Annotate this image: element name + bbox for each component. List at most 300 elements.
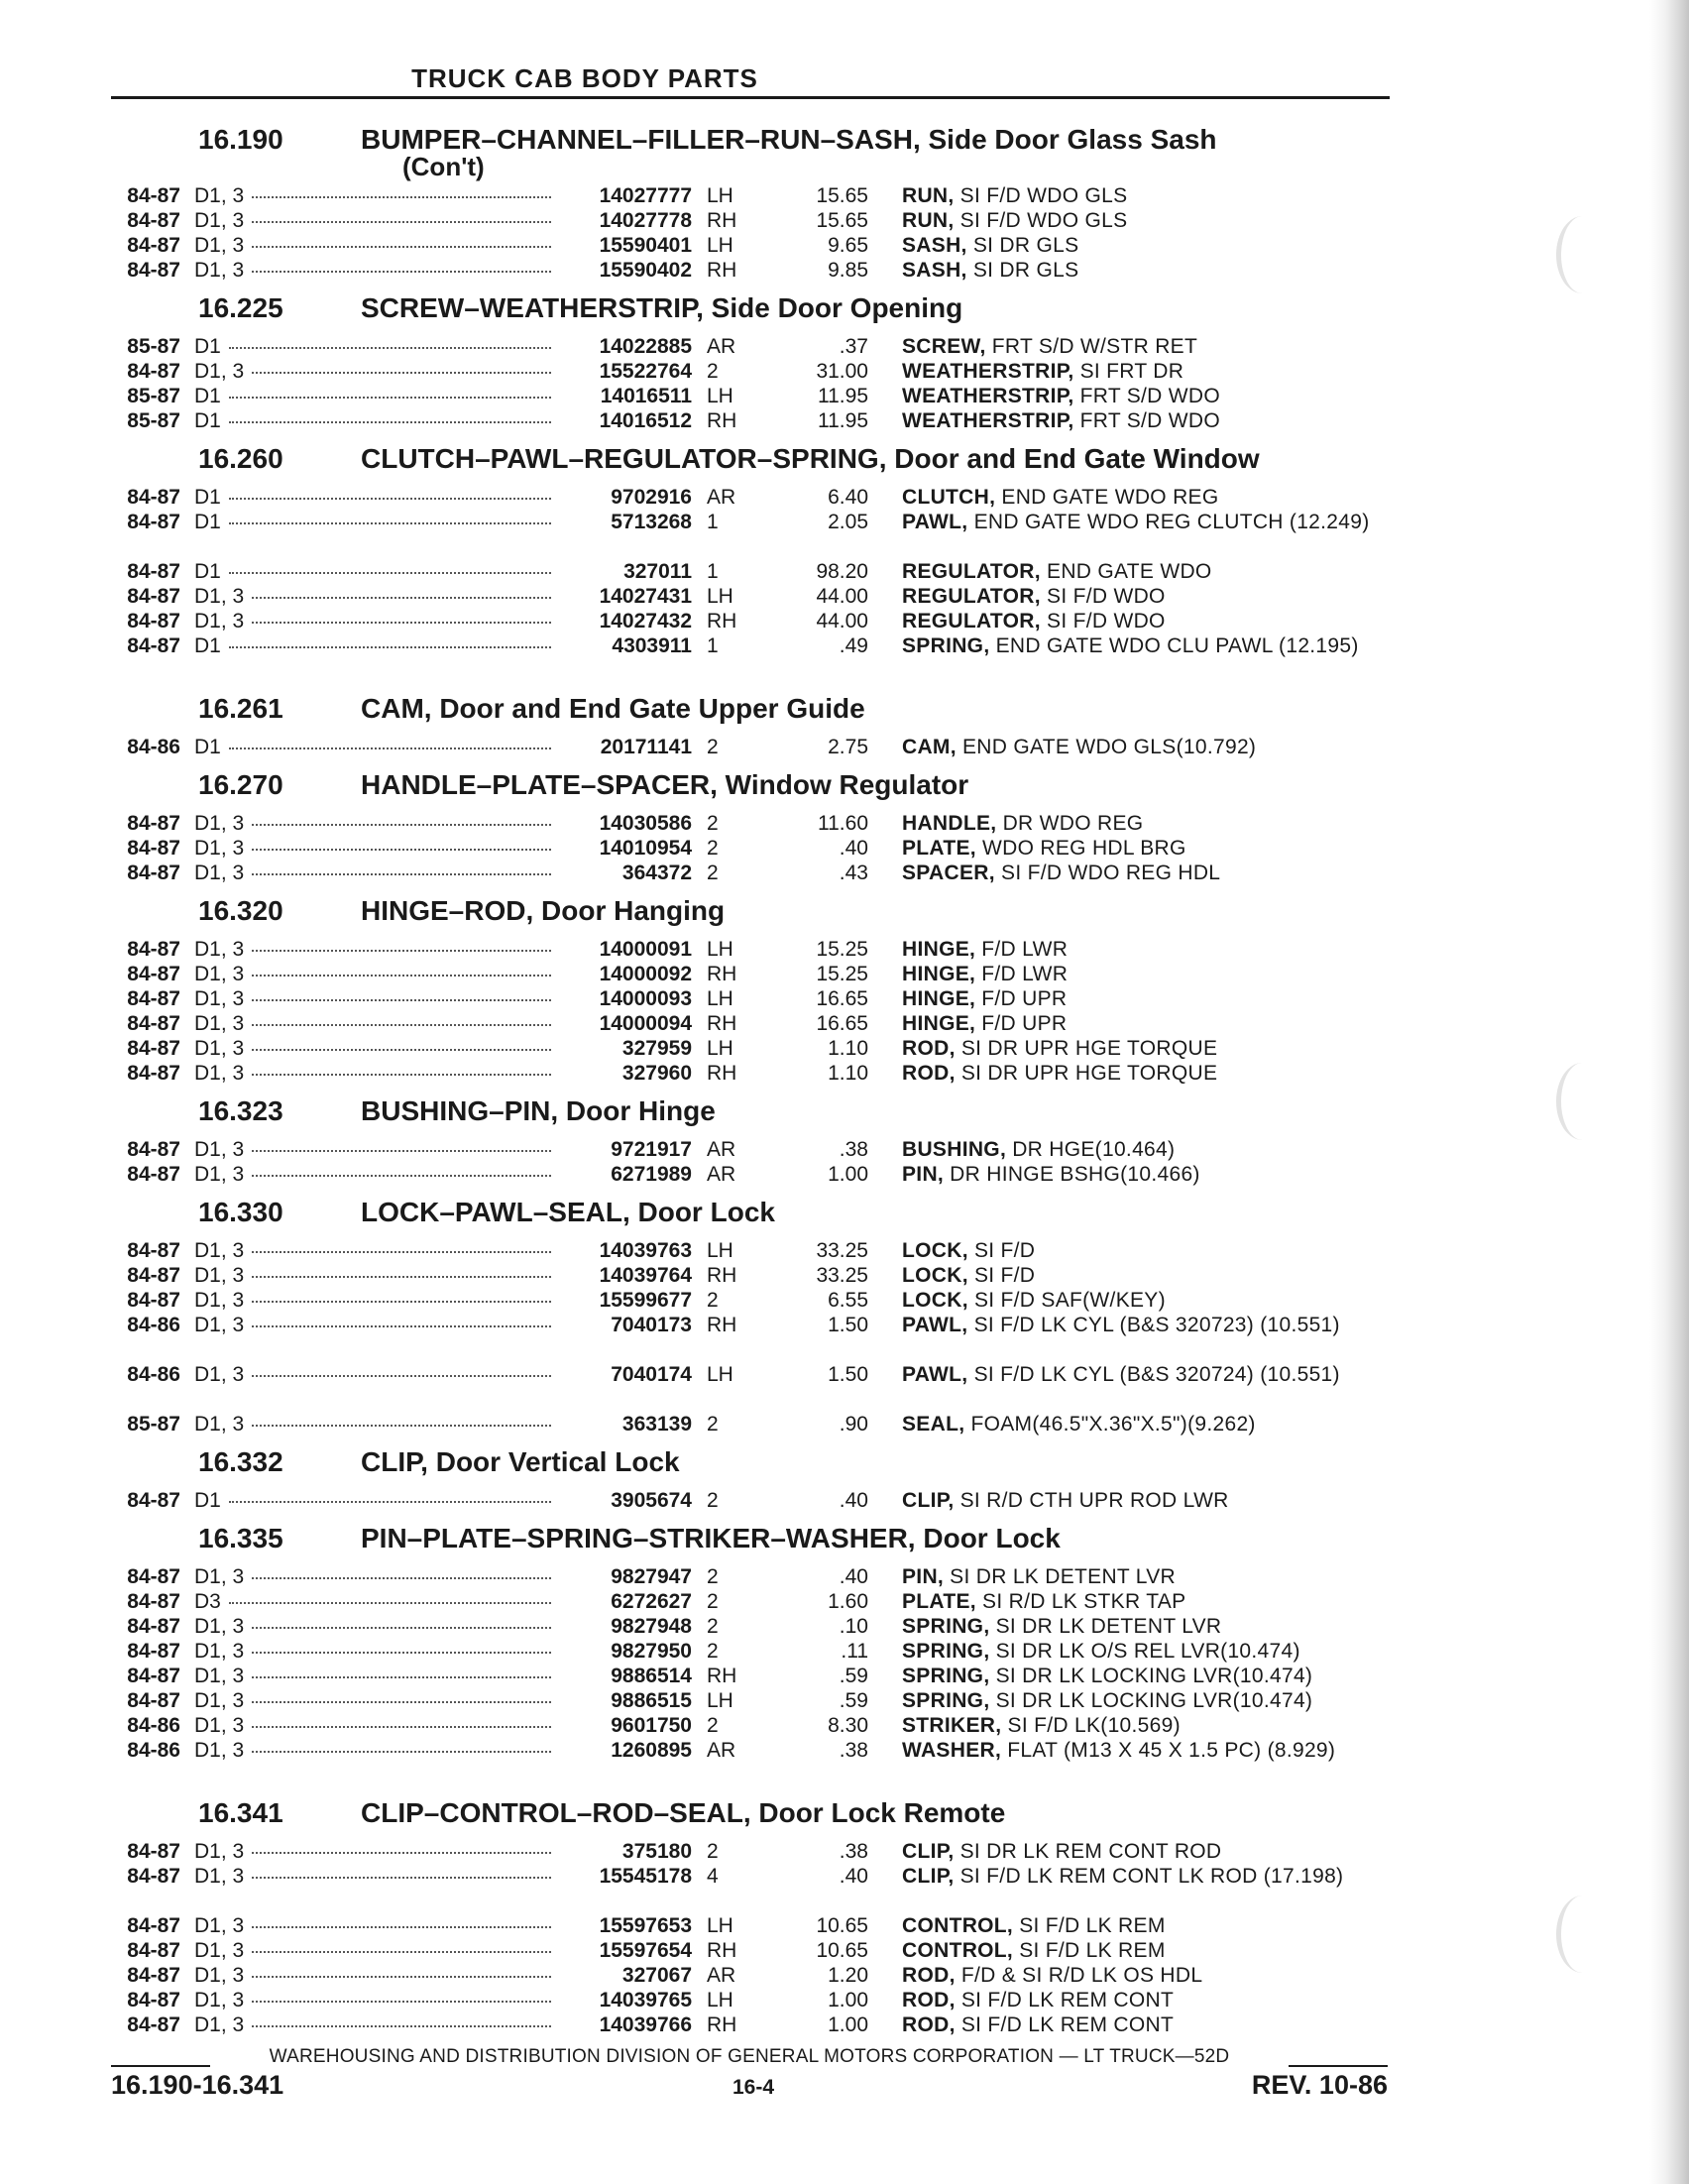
price: .40	[839, 837, 868, 860]
model-code-text: D1, 3	[194, 1865, 245, 1888]
description-text: SI DR LK DETENT LVR	[989, 1615, 1222, 1638]
part-number: 327960	[621, 1062, 692, 1085]
model-code	[194, 735, 551, 759]
parts-list	[0, 114, 1392, 2037]
quantity: LH	[707, 184, 733, 207]
section-header	[0, 120, 1392, 183]
price: 98.20	[816, 560, 868, 583]
part-number: 14027431	[599, 585, 692, 608]
part-number: 15597653	[599, 1914, 692, 1937]
description	[902, 1564, 1388, 1589]
description	[902, 1137, 1388, 1162]
model-years: 84-87	[127, 1865, 180, 1888]
description	[902, 1162, 1388, 1187]
model-code-text: D1, 3	[194, 1138, 245, 1161]
part-row	[0, 1137, 1392, 1162]
part-number: 14000093	[599, 987, 692, 1010]
description-text: SI F/D SAF(W/KEY)	[967, 1289, 1166, 1312]
description	[902, 1988, 1388, 2012]
description-text: FRT S/D WDO	[1073, 385, 1220, 407]
description-text: FLAT (M13 X 45 X 1.5 PC) (8.929)	[1001, 1739, 1336, 1762]
quantity: 2	[707, 360, 719, 383]
price: 1.00	[828, 1163, 868, 1186]
part-row	[0, 811, 1392, 836]
model-code-text: D1, 3	[194, 360, 245, 383]
part-row	[0, 334, 1392, 359]
model-code-text: D1	[194, 409, 221, 432]
quantity: RH	[707, 1665, 737, 1687]
model-years: 84-87	[127, 1989, 180, 2012]
section-number: 16.341	[198, 1797, 283, 1828]
description	[902, 1263, 1388, 1288]
section-number: 16.225	[198, 292, 283, 323]
model-years: 84-87	[127, 209, 180, 232]
model-code-text: D1, 3	[194, 1239, 245, 1262]
description	[902, 1839, 1388, 1864]
part-row	[0, 1738, 1392, 1787]
quantity: 2	[707, 812, 719, 835]
model-code	[194, 258, 551, 283]
model-years: 84-87	[127, 1138, 180, 1161]
description-text: F/D LWR	[975, 938, 1069, 961]
quantity: LH	[707, 1037, 733, 1060]
part-number: 3905674	[611, 1489, 692, 1512]
model-code-text: D1, 3	[194, 1689, 245, 1712]
quantity: AR	[707, 1739, 736, 1762]
model-code-text: D1, 3	[194, 837, 245, 860]
description-text: FOAM(46.5"X.36"X.5")(9.262)	[964, 1413, 1256, 1436]
description	[902, 1412, 1388, 1437]
part-number: 20171141	[600, 736, 692, 758]
quantity: 1	[707, 511, 719, 533]
description	[902, 233, 1388, 258]
model-code	[194, 208, 551, 233]
section-header	[0, 1193, 1392, 1238]
price: 16.65	[816, 987, 868, 1010]
price: 6.40	[828, 486, 868, 509]
description	[902, 811, 1388, 836]
part-number: 9827948	[611, 1615, 692, 1638]
description-text: SI DR UPR HGE TORQUE	[955, 1037, 1218, 1060]
section-title: BUSHING–PIN, Door Hinge	[361, 1095, 716, 1126]
description	[902, 1713, 1388, 1738]
model-code	[194, 1664, 551, 1688]
part-number: 14022885	[599, 335, 692, 358]
section-title: HINGE–ROD, Door Hanging	[361, 895, 726, 926]
model-years: 84-87	[127, 184, 180, 207]
description-noun: STRIKER,	[902, 1714, 1002, 1737]
description-text: FRT S/D WDO	[1073, 409, 1220, 432]
description-noun: ROD,	[902, 1964, 956, 1987]
model-years: 84-87	[127, 1939, 180, 1962]
model-code-text: D1, 3	[194, 610, 245, 632]
description-text: SI F/D	[967, 1264, 1036, 1287]
model-code	[194, 359, 551, 384]
section-number: 16.332	[198, 1446, 283, 1477]
description-noun: HINGE,	[902, 1012, 976, 1035]
description-noun: SPRING,	[902, 1615, 990, 1638]
price: 11.95	[818, 409, 868, 432]
quantity: 2	[707, 837, 719, 860]
price: .37	[839, 335, 868, 358]
part-row	[0, 1589, 1392, 1614]
part-row	[0, 1913, 1392, 1938]
footer-rule-left	[111, 2065, 210, 2067]
description	[902, 962, 1388, 986]
model-code-text: D1, 3	[194, 1264, 245, 1287]
description	[902, 1913, 1388, 1938]
price: 8.30	[828, 1714, 868, 1737]
model-code	[194, 937, 551, 962]
model-code-text: D1, 3	[194, 1062, 245, 1085]
part-row	[0, 384, 1392, 408]
model-code	[194, 1412, 551, 1437]
price: .90	[839, 1413, 868, 1436]
part-row	[0, 1061, 1392, 1086]
price: .43	[839, 862, 868, 884]
model-code	[194, 183, 551, 208]
model-code	[194, 962, 551, 986]
description	[902, 1864, 1388, 1913]
quantity: AR	[707, 1138, 736, 1161]
model-years: 85-87	[127, 385, 180, 407]
price: 1.10	[828, 1062, 868, 1085]
description-noun: WEATHERSTRIP,	[902, 360, 1074, 383]
model-years: 84-87	[127, 1964, 180, 1987]
model-years: 84-87	[127, 837, 180, 860]
description-text: SI F/D LK REM CONT LK ROD (17.198)	[954, 1865, 1344, 1888]
model-years: 84-87	[127, 511, 180, 533]
model-years: 84-87	[127, 1615, 180, 1638]
description-text: FRT S/D W/STR RET	[985, 335, 1198, 358]
description	[902, 485, 1388, 510]
part-number: 363139	[621, 1413, 692, 1436]
description	[902, 1288, 1388, 1313]
description-noun: WEATHERSTRIP,	[902, 409, 1074, 432]
quantity: 2	[707, 1714, 719, 1737]
model-years: 84-86	[127, 1363, 180, 1386]
footer-rule-right	[1289, 2065, 1388, 2067]
price: 2.05	[828, 511, 868, 533]
model-years: 84-87	[127, 963, 180, 985]
description	[902, 1036, 1388, 1061]
model-code	[194, 986, 551, 1011]
model-code	[194, 559, 551, 584]
section-header	[0, 689, 1392, 735]
part-number: 14030586	[599, 812, 692, 835]
price: 15.25	[816, 938, 868, 961]
part-row	[0, 1162, 1392, 1187]
price: 1.00	[828, 2013, 868, 2036]
quantity: 2	[707, 1640, 719, 1663]
description-text: SI F/D LK(10.569)	[1001, 1714, 1181, 1737]
model-code	[194, 1913, 551, 1938]
model-years: 84-87	[127, 1640, 180, 1663]
description	[902, 1639, 1388, 1664]
description-text: F/D UPR	[975, 1012, 1068, 1035]
header-rule	[111, 96, 1390, 99]
part-row	[0, 183, 1392, 208]
part-row	[0, 735, 1392, 759]
description-text: SI F/D LK REM CONT	[955, 1989, 1175, 2012]
description	[902, 1738, 1388, 1787]
part-number: 7040173	[611, 1314, 692, 1336]
quantity: RH	[707, 259, 737, 282]
model-years: 84-87	[127, 1289, 180, 1312]
model-code	[194, 1988, 551, 2012]
part-row	[0, 1011, 1392, 1036]
model-code	[194, 485, 551, 510]
model-code-text: D1, 3	[194, 1714, 245, 1737]
quantity: LH	[707, 1239, 733, 1262]
description-text: END GATE WDO CLU PAWL (12.195)	[989, 634, 1359, 657]
model-years: 84-87	[127, 1163, 180, 1186]
section-number: 16.320	[198, 895, 283, 926]
section-number: 16.190	[198, 124, 283, 155]
section-title: SCREW–WEATHERSTRIP, Side Door Opening	[361, 292, 963, 323]
model-code	[194, 408, 551, 433]
price: 44.00	[816, 610, 868, 632]
description	[902, 1238, 1388, 1263]
description-text: DR WDO REG	[996, 812, 1144, 835]
description	[902, 559, 1388, 584]
part-row	[0, 485, 1392, 510]
model-code-text: D1, 3	[194, 1989, 245, 2012]
model-years: 84-87	[127, 360, 180, 383]
model-years: 85-87	[127, 335, 180, 358]
price: 1.20	[828, 1964, 868, 1987]
quantity: LH	[707, 938, 733, 961]
part-row	[0, 208, 1392, 233]
description-text: DR HINGE BSHG(10.466)	[944, 1163, 1200, 1186]
page-edge-shadow	[1649, 0, 1689, 2184]
model-years: 84-87	[127, 486, 180, 509]
model-years: 84-87	[127, 259, 180, 282]
description-noun: HANDLE,	[902, 812, 997, 835]
quantity: LH	[707, 234, 733, 257]
section-number: 16.330	[198, 1197, 283, 1227]
section-number: 16.261	[198, 693, 283, 724]
description-noun: SEAL,	[902, 1413, 965, 1436]
price: 1.60	[828, 1590, 868, 1613]
model-code	[194, 2012, 551, 2037]
binder-hole-bottom	[1556, 1896, 1609, 1973]
model-years: 84-87	[127, 1689, 180, 1712]
price: 9.65	[828, 234, 868, 257]
model-code-text: D1, 3	[194, 1413, 245, 1436]
model-years: 84-87	[127, 2013, 180, 2036]
description-text: SI F/D WDO	[1040, 610, 1166, 632]
description	[902, 937, 1388, 962]
description	[902, 1589, 1388, 1614]
section-header	[0, 1519, 1392, 1564]
description-text: SI DR LK REM CONT ROD	[954, 1840, 1222, 1863]
model-code-text: D1	[194, 1489, 221, 1512]
price: .40	[839, 1489, 868, 1512]
price: 1.00	[828, 1989, 868, 2012]
part-row	[0, 633, 1392, 683]
section-header	[0, 891, 1392, 937]
part-row	[0, 1688, 1392, 1713]
model-years: 84-86	[127, 1739, 180, 1762]
description-text: SI F/D LK REM	[1013, 1939, 1166, 1962]
quantity: RH	[707, 409, 737, 432]
section-header	[0, 439, 1392, 485]
part-number: 5713268	[611, 511, 692, 533]
binder-hole-top	[1556, 216, 1609, 293]
part-number: 14000091	[599, 938, 692, 961]
price: .49	[839, 634, 868, 657]
quantity: 2	[707, 862, 719, 884]
section-title: CLUTCH–PAWL–REGULATOR–SPRING, Door and End Gate Window	[361, 443, 1260, 474]
model-years: 84-87	[127, 1665, 180, 1687]
price: 15.25	[816, 963, 868, 985]
quantity: 2	[707, 1615, 719, 1638]
quantity: AR	[707, 1163, 736, 1186]
description	[902, 1488, 1388, 1513]
part-row	[0, 1238, 1392, 1263]
part-row	[0, 408, 1392, 433]
model-code	[194, 836, 551, 861]
price: 1.10	[828, 1037, 868, 1060]
model-code-text: D1, 3	[194, 1289, 245, 1312]
model-code-text: D1	[194, 511, 221, 533]
part-row	[0, 1963, 1392, 1988]
part-row	[0, 937, 1392, 962]
model-years: 84-87	[127, 1264, 180, 1287]
description-noun: CLIP,	[902, 1865, 955, 1888]
model-code-text: D1, 3	[194, 585, 245, 608]
description-noun: HINGE,	[902, 938, 976, 961]
description-noun: LOCK,	[902, 1264, 968, 1287]
description-text: SI F/D LK CYL (B&S 320724) (10.551)	[967, 1363, 1340, 1386]
description-noun: RUN,	[902, 209, 955, 232]
model-code-text: D1, 3	[194, 1615, 245, 1638]
model-code	[194, 584, 551, 609]
model-code	[194, 1162, 551, 1187]
part-number: 6272627	[611, 1590, 692, 1613]
part-number: 6271989	[611, 1163, 692, 1186]
part-number: 9827950	[611, 1640, 692, 1663]
footer-division: WAREHOUSING AND DISTRIBUTION DIVISION OF GENERAL MOTORS CORPORATION — LT TRUCK—52D	[269, 2046, 1230, 2067]
description	[902, 510, 1388, 559]
description-text: SI DR GLS	[966, 234, 1079, 257]
part-row	[0, 1988, 1392, 2012]
section-title: PIN–PLATE–SPRING–STRIKER–WASHER, Door Lock	[361, 1523, 1061, 1553]
description-noun: PAWL,	[902, 1363, 968, 1386]
description-noun: HINGE,	[902, 963, 976, 985]
model-code	[194, 1688, 551, 1713]
description	[902, 735, 1388, 759]
description-noun: CLIP,	[902, 1489, 955, 1512]
quantity: AR	[707, 335, 736, 358]
model-years: 84-86	[127, 1314, 180, 1336]
description	[902, 1664, 1388, 1688]
quantity: 2	[707, 1289, 719, 1312]
model-code-text: D1, 3	[194, 2013, 245, 2036]
part-number: 15545178	[599, 1865, 692, 1888]
model-code-text: D1, 3	[194, 1314, 245, 1336]
model-years: 84-87	[127, 634, 180, 657]
model-code-text: D1	[194, 486, 221, 509]
description-text: F/D LWR	[975, 963, 1069, 985]
part-row	[0, 1036, 1392, 1061]
part-row	[0, 559, 1392, 584]
description-text: SI F/D LK CYL (B&S 320723) (10.551)	[967, 1314, 1340, 1336]
description	[902, 836, 1388, 861]
quantity: LH	[707, 987, 733, 1010]
model-code	[194, 609, 551, 633]
part-row	[0, 510, 1392, 559]
part-row	[0, 1614, 1392, 1639]
description-noun: SPRING,	[902, 634, 990, 657]
section-title: LOCK–PAWL–SEAL, Door Lock	[361, 1197, 775, 1227]
price: 9.85	[828, 259, 868, 282]
price: 6.55	[828, 1289, 868, 1312]
description-text: SI F/D WDO GLS	[954, 184, 1128, 207]
model-code	[194, 1488, 551, 1513]
quantity: 1	[707, 634, 719, 657]
model-code	[194, 1362, 551, 1387]
description-noun: REGULATOR,	[902, 585, 1041, 608]
model-code	[194, 1061, 551, 1086]
part-row	[0, 2012, 1392, 2037]
description-text: SI FRT DR	[1073, 360, 1184, 383]
price: 16.65	[816, 1012, 868, 1035]
quantity: RH	[707, 963, 737, 985]
model-years: 84-87	[127, 234, 180, 257]
section-header	[0, 1092, 1392, 1137]
part-number: 364372	[621, 862, 692, 884]
part-number: 14016512	[599, 409, 692, 432]
model-code-text: D1, 3	[194, 1640, 245, 1663]
model-code	[194, 1288, 551, 1313]
description	[902, 1313, 1388, 1362]
description	[902, 183, 1388, 208]
price: .40	[839, 1865, 868, 1888]
model-code-text: D1, 3	[194, 1840, 245, 1863]
model-code	[194, 334, 551, 359]
quantity: RH	[707, 209, 737, 232]
part-number: 14039766	[599, 2013, 692, 2036]
model-years: 84-87	[127, 1565, 180, 1588]
description-text: SI DR UPR HGE TORQUE	[955, 1062, 1218, 1085]
description	[902, 1061, 1388, 1086]
part-number: 327067	[621, 1964, 692, 1987]
description-text: END GATE WDO GLS(10.792)	[956, 736, 1257, 758]
part-number: 14027778	[599, 209, 692, 232]
model-years: 84-87	[127, 1590, 180, 1613]
part-row	[0, 1713, 1392, 1738]
model-code-text: D3	[194, 1590, 221, 1613]
description-noun: LOCK,	[902, 1239, 968, 1262]
model-code-text: D1, 3	[194, 184, 245, 207]
description-text: WDO REG HDL BRG	[975, 837, 1186, 860]
part-number: 15590401	[599, 234, 692, 257]
price: .40	[839, 1565, 868, 1588]
part-row	[0, 1564, 1392, 1589]
description-text: SI F/D WDO REG HDL	[994, 862, 1221, 884]
model-years: 84-87	[127, 1489, 180, 1512]
model-code-text: D1, 3	[194, 1739, 245, 1762]
description-text: SI F/D LK REM	[1013, 1914, 1166, 1937]
description	[902, 384, 1388, 408]
model-code-text: D1, 3	[194, 812, 245, 835]
price: 33.25	[816, 1239, 868, 1262]
price: 10.65	[816, 1939, 868, 1962]
part-row	[0, 1839, 1392, 1864]
quantity: LH	[707, 1989, 733, 2012]
